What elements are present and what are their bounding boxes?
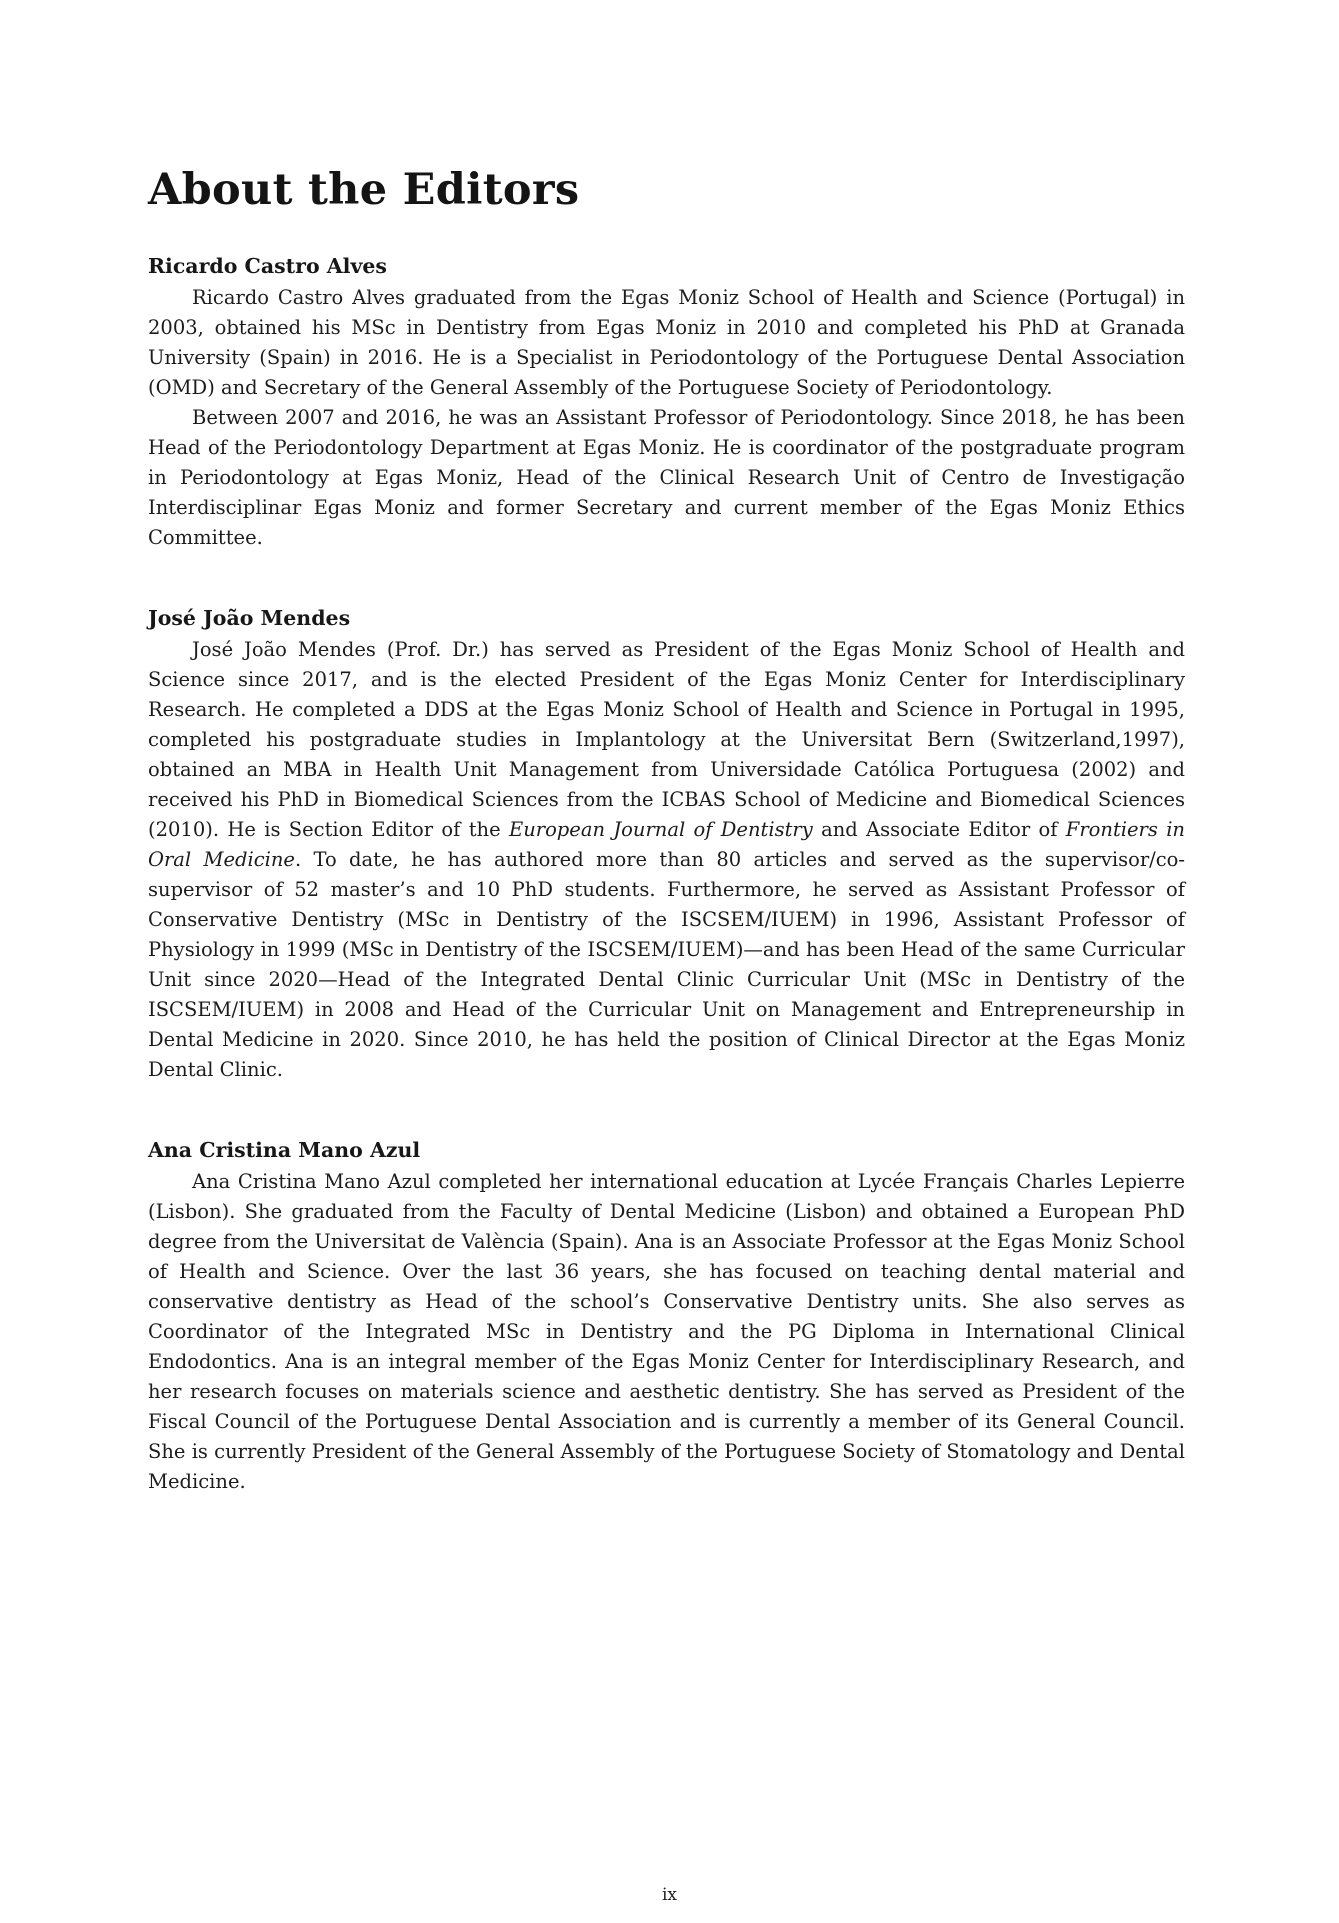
bio-paragraph: Ana Cristina Mano Azul completed her international education at Lycée Français Charles Lepierre (Lisbon). She graduated from the Faculty of Dental Medicine (Lisbon) and obtained a European PhD degree from the Universitat de València (Spain). Ana is an Associate Professor at the Egas Moniz School of Health and Science. Over the last 36 years, she has focused on teaching dental material and conservative dentistry as Head of the school’s Conservative Dentistry units. She also serves as Coordinator of the Integrated MSc in Dentistry and the PG Diploma in International Clinical Endodontics. Ana is an integral member of the Egas Moniz Center for Interdisciplinary Research, and her research focuses on materials science and aesthetic dentistry. She has served as President of the Fiscal Council of the Portuguese Dental Association and is currently a member of its General Council. She is currently President of the General Assembly of the Portuguese Society of Stomatology and Dental Medicine. [148, 1170, 1185, 1493]
editor-name-heading: José João Mendes [148, 606, 351, 630]
bio-text-segment: José João Mendes (Prof. Dr.) has served as President of the Egas Moniz School of Health and Science since 2017, and is the elected President of the Egas Moniz Center for Interdisciplinary Research. He completed a DDS at the Egas Moniz School of Health and Science in Portugal in 1995, completed his postgraduate studies in Implantology at the Universitat Bern (Switzerland,1997), obtained an MBA in Health Unit Management from Universidade Católica Portuguesa (2002) and received his PhD in Biomedical Sciences from the ICBAS School of Medicine and Biomedical Sciences (2010). He is Section Editor of the [148, 638, 1185, 841]
page-number: ix [661, 1885, 678, 1905]
bio-text-segment: . To date, he has authored more than 80 articles and served as the supervisor/co-supervisor of 52 master’s and 10 PhD students. Furthermore, he served as Assistant Professor of Conservative Dentistry (MSc in Dentistry of the ISCSEM/IUEM) in 1996, Assistant Professor of Physiology in 1999 (MSc in Dentistry of the ISCSEM/IUEM)—and has been Head of the same Curricular Unit since 2020—Head of the Integrated Dental Clinic Curricular Unit (MSc in Dentistry of the ISCSEM/IUEM) in 2008 and Head of the Curricular Unit on Management and Entrepreneurship in Dental Medicine in 2020. Since 2010, he has held the position of Clinical Director at the Egas Moniz Dental Clinic. [148, 848, 1185, 1081]
editor-section-jose-joao-mendes [148, 603, 1185, 1085]
editor-name-heading: Ana Cristina Mano Azul [148, 1138, 421, 1162]
bio-text-segment: and Associate Editor of [812, 818, 1066, 841]
page-footer [0, 1885, 1339, 1905]
editor-section-ricardo-castro-alves [148, 251, 1185, 553]
editor-section-ana-cristina-mano-azul [148, 1135, 1185, 1497]
bio-paragraph: Ricardo Castro Alves graduated from the Egas Moniz School of Health and Science (Portugal) in 2003, obtained his MSc in Dentistry from Egas Moniz in 2010 and completed his PhD at Granada University (Spain) in 2016. He is a Specialist in Periodontology of the Portuguese Dental Association (OMD) and Secretary of the General Assembly of the Portuguese Society of Periodontology. [148, 286, 1185, 399]
journal-title-italic: European Journal of Dentistry [508, 818, 813, 841]
journal-title-italic: Frontiers in Oral Medicine [148, 818, 1185, 871]
editor-name-heading: Ricardo Castro Alves [148, 254, 387, 278]
bio-paragraph [148, 635, 1185, 1085]
bio-paragraph: Between 2007 and 2016, he was an Assistant Professor of Periodontology. Since 2018, he has been Head of the Periodontology Department at Egas Moniz. He is coordinator of the postgraduate program in Periodontology at Egas Moniz, Head of the Clinical Research Unit of Centro de Investigação Interdisciplinar Egas Moniz and former Secretary and current member of the Egas Moniz Ethics Committee. [148, 406, 1185, 549]
page-title: About the Editors [148, 165, 580, 215]
